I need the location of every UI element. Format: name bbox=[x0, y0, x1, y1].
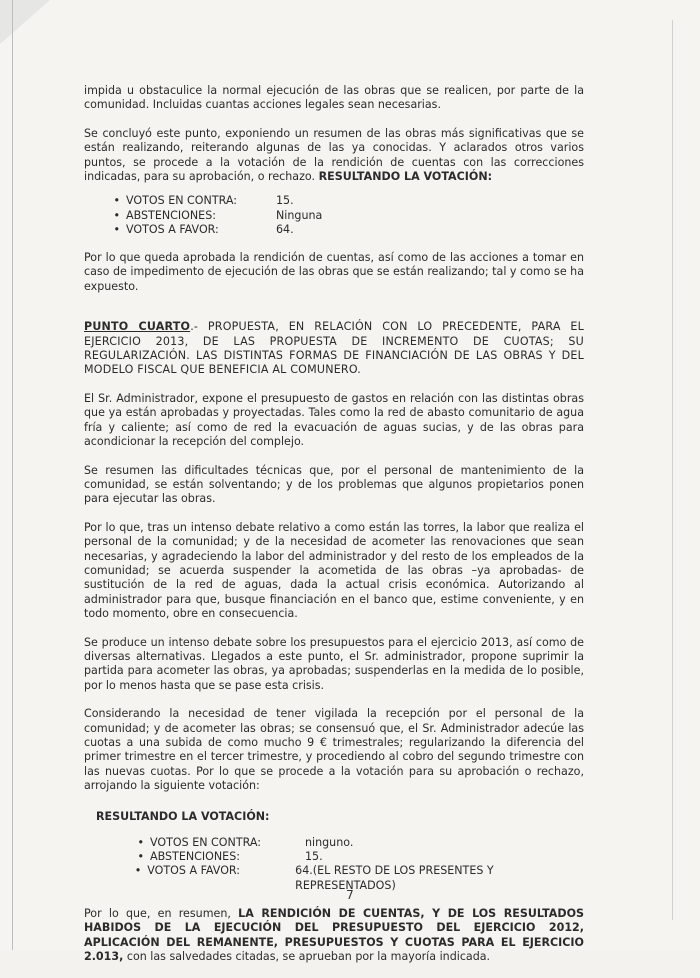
page-corner-fold bbox=[0, 0, 50, 44]
bullet: • bbox=[113, 208, 120, 222]
summary-end: con las salvedades citadas, se aprueban por la mayoría indicada. bbox=[126, 950, 491, 964]
voting-result-label: RESULTANDO LA VOTACIÓN: bbox=[318, 170, 493, 184]
paragraph-6: Se resumen las dificultades técnicas que, por el personal de mantenimiento de la comunidad, se están solventando; y de los problemas que algunos propietarios ponen para ejecutar las obras. bbox=[84, 463, 584, 506]
vote-row bbox=[84, 836, 584, 850]
paragraph-8: Se produce un intenso debate sobre los presupuestos para el ejercicio 2013, así como de diversas alternativas. Llegados a este punto, el Sr. administrador, propone suprimir la partida para acometer las obras, ya aprobadas; suspenderlas en la medida de lo posible, por lo menos hasta que se pase esta crisis. bbox=[84, 635, 584, 692]
bullet: • bbox=[113, 194, 120, 208]
vote-value: Ninguna bbox=[276, 208, 323, 222]
vote-list-1 bbox=[84, 194, 584, 237]
vote-value: 64. bbox=[276, 222, 294, 236]
vote-value: 15. bbox=[305, 850, 323, 864]
vote-label: VOTOS A FAVOR: bbox=[126, 222, 219, 236]
paragraph-7: Por lo que, tras un intenso debate relativo a como están las torres, la labor que realiza el personal de la comunidad; y de la necesidad de acometer las renovaciones que sean necesarias, y agradeciendo la labor del administrador y del resto de los empleados de la comunidad; se acuerda suspender la acometida de las obras –ya aprobadas- de sustitución de la red de aguas, dada la actual crisis económica. Autorizando al administrador para que, busque financiación en el banco que, estime conveniente, y en todo momento, obre en consecuencia. bbox=[84, 520, 584, 621]
page-number: 7 bbox=[346, 888, 354, 902]
document-body bbox=[84, 84, 584, 978]
paragraph-5: El Sr. Administrador, expone el presupuesto de gastos en relación con las distintas obras que ya están aprobadas y proyectadas. Tales como la red de abasto comunitario de agua fría y caliente; así como de red la evacuación de aguas sucias, y de las obras para acondicionar la recepción del complejo. bbox=[84, 391, 584, 449]
bullet: • bbox=[137, 850, 144, 864]
bullet: • bbox=[134, 864, 142, 878]
section-title-text: .- PROPUESTA, EN RELACIÓN CON LO PRECEDENTE, PARA EL EJERCICIO 2013, DE LAS PROPUESTA DE INCREMENTO DE CUOTAS; SU REGULARIZACIÓN. LAS DISTINTAS FORMAS DE FINANCIACIÓN DE LAS OBRAS Y DEL MODELO FISCAL QUE BENEFICIA AL COMUNERO. bbox=[84, 320, 584, 377]
vote-row bbox=[84, 850, 584, 864]
scan-edge-left bbox=[12, 0, 13, 950]
scan-edge-right bbox=[672, 20, 673, 920]
vote-row bbox=[84, 194, 584, 208]
bullet: • bbox=[113, 222, 120, 236]
vote-label: VOTOS EN CONTRA: bbox=[126, 194, 237, 208]
vote-value: 64.(EL RESTO DE LOS PRESENTES Y REPRESENTADOS) bbox=[295, 864, 494, 892]
section-title: PUNTO CUARTO bbox=[84, 320, 191, 334]
vote-label: ABSTENCIONES: bbox=[150, 850, 240, 864]
summary-bold: LA RENDICIÓN DE CUENTAS, Y DE LOS RESULTADOS HABIDOS DE LA EJECUCIÓN DEL PRESUPUESTO DEL EJERCICIO 2012, APLICACIÓN DEL REMANENTE, PRESUPUESTOS Y CUOTAS PARA EL EJERCICIO 2.013, bbox=[84, 906, 585, 964]
paragraph-3: Por lo que queda aprobada la rendición de cuentas, así como de las acciones a tomar en caso de impedimento de ejecución de las obras que se están realizando; tal y como se ha expuesto. bbox=[84, 251, 584, 293]
vote-row bbox=[84, 209, 584, 223]
vote-value: 15. bbox=[276, 194, 294, 208]
paragraph-1: impida u obstaculice la normal ejecución de las obras que se realicen, por parte de la comunidad. Incluidas cuantas acciones legales sean necesarias. bbox=[84, 84, 584, 112]
paragraph-2-text: Se concluyó este punto, exponiendo un resumen de las obras más significativas que se están realizando, reiterando algunas de las ya conocidas. Y aclarados otros varios puntos, se procede a la votación de la rendición de cuentas con las correcciones indicadas, para su aprobación, o rechazo. bbox=[84, 126, 584, 184]
bullet: • bbox=[137, 836, 144, 850]
voting-result-heading: RESULTANDO LA VOTACIÓN: bbox=[96, 809, 270, 823]
paragraph-9: Considerando la necesidad de tener vigilada la recepción por el personal de la comunidad; y de acometer las obras; se consensuó que, el Sr. Administrador adecúe las cuotas a una subida de como mucho 9 € trimestrales; regularizando la diferencia del primer trimestre en el tercer trimestre, y procediendo al cobro del segundo trimestre con las nuevas cuotas. Por lo que se procede a la votación para su aprobación o rechazo, arrojando la siguiente votación: bbox=[84, 707, 584, 793]
vote-label: VOTOS EN CONTRA: bbox=[150, 836, 261, 850]
paragraph-2 bbox=[84, 127, 584, 185]
paragraph-summary bbox=[84, 907, 584, 965]
vote-row bbox=[84, 223, 584, 237]
vote-label: VOTOS A FAVOR: bbox=[147, 864, 241, 878]
paragraph-punto-cuarto bbox=[84, 320, 584, 378]
vote-list-2 bbox=[84, 836, 584, 893]
summary-intro: Por lo que, en resumen, bbox=[84, 906, 231, 920]
vote-value: ninguno. bbox=[305, 836, 354, 850]
vote-label: ABSTENCIONES: bbox=[126, 208, 216, 222]
